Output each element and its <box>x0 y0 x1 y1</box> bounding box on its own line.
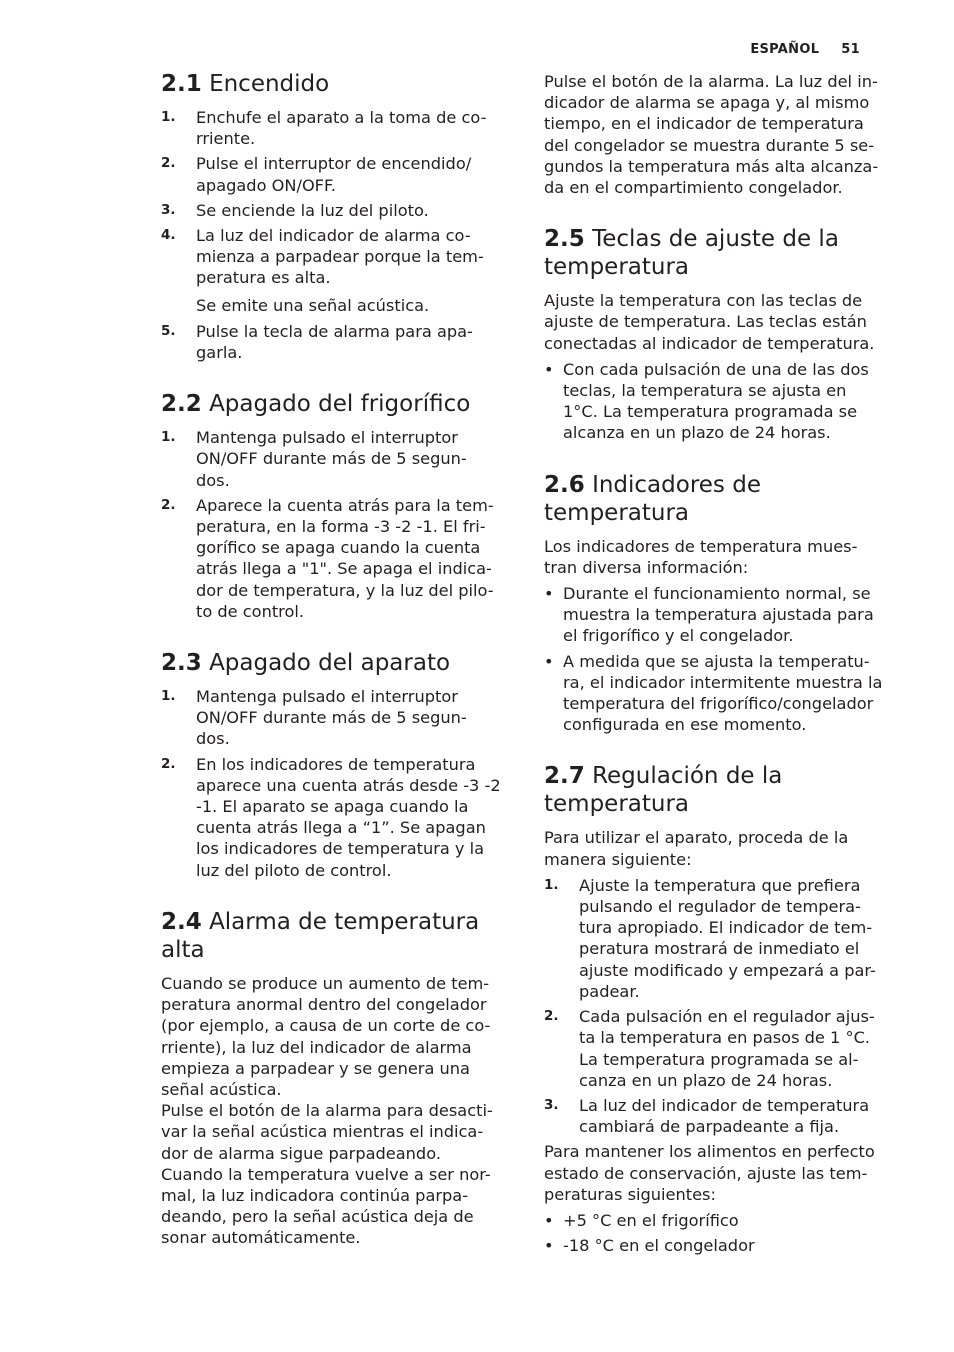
item-text: La luz del indicador de temperatura cambiará de parpadeante a fija. <box>579 1095 870 1137</box>
item-text: Aparece la cuenta atrás para la tem- peratura, en la forma -3 -2 -1. El fri- gorífico se apaga cuando la cuenta atrás llega a "1". Se apaga el indica- dor de temperatura, y la luz del pilo- to de control. <box>196 495 494 621</box>
section-number: 2.4 <box>161 908 202 935</box>
list-item <box>544 1006 896 1091</box>
section-2-6 <box>544 471 896 736</box>
bullet-dot-icon: • <box>544 1210 554 1230</box>
bullet-item <box>544 1235 896 1256</box>
bullet-dot-icon: • <box>544 1236 554 1256</box>
list-item <box>544 1095 896 1137</box>
paragraph: Los indicadores de temperatura mues- tran diversa información: <box>544 536 858 577</box>
list-item <box>544 875 896 1002</box>
item-text: Ajuste la temperatura que prefiera pulsando el regulador de tempera- tura apropiado. El indicador de tem- peratura mostrará de inmediato el ajuste modificado y empezará a par- padear. <box>579 875 876 1001</box>
left-column <box>161 70 513 1276</box>
section-2-1 <box>161 70 513 363</box>
right-column <box>544 71 896 1283</box>
section-heading <box>161 390 513 418</box>
bullet-list <box>544 359 896 444</box>
section-title: Encendido <box>209 71 330 97</box>
section-heading <box>161 908 513 964</box>
item-number: 2. <box>544 1008 559 1025</box>
item-number: 1. <box>161 429 176 446</box>
list-item <box>161 200 513 221</box>
numbered-list <box>544 875 896 1137</box>
bullet-text: Durante el funcionamiento normal, se muestra la temperatura ajustada para el frigorífico y el congelador. <box>563 584 874 646</box>
list-item <box>161 153 513 195</box>
bullet-item <box>544 359 896 444</box>
header-language: ESPAÑOL <box>750 42 820 57</box>
bullet-text: -18 °C en el congelador <box>563 1236 755 1256</box>
bullet-item <box>544 1210 896 1231</box>
list-item <box>161 495 513 622</box>
list-item <box>161 225 513 316</box>
item-text: Cada pulsación en el regulador ajus- ta la temperatura en pasos de 1 °C. La temperatura programada se al- canza en un plazo de 24 horas. <box>579 1007 875 1090</box>
item-text: Pulse la tecla de alarma para apa- garla. <box>196 321 473 363</box>
paragraph: Cuando se produce un aumento de tem- peratura anormal dentro del congelador (por ejemplo, a causa de un corte de co- rriente), la luz del indicador de alarma empieza a parpadear y se genera una señal acústica. Pulse el botón de la alarma para desacti- var la señal acústica mientras el indica- dor de alarma sigue parpadeando. Cuando la temperatura vuelve a ser nor- mal, la luz indicadora continúa parpa- deando, pero la señal acústica deja de sonar automáticamente. <box>161 973 493 1248</box>
section-heading <box>544 225 896 281</box>
section-2-4-continued <box>544 71 896 198</box>
bullet-item <box>544 583 896 647</box>
item-text: En los indicadores de temperatura aparece una cuenta atrás desde -3 -2 -1. El aparato se apaga cuando la cuenta atrás llega a “1”. Se apagan los indicadores de temperatura y la luz del piloto de control. <box>196 754 501 880</box>
section-heading <box>161 70 513 98</box>
item-text: Mantenga pulsado el interruptor ON/OFF durante más de 5 segun- dos. <box>196 428 467 490</box>
section-heading <box>161 649 513 677</box>
bullet-text: +5 °C en el frigorífico <box>563 1210 739 1230</box>
list-item <box>161 107 513 149</box>
item-number: 2. <box>161 755 176 772</box>
section-title: Apagado del aparato <box>209 650 451 677</box>
bullet-list <box>544 1210 896 1256</box>
section-title: Apagado del frigorífico <box>209 391 471 418</box>
list-item <box>161 427 513 491</box>
section-number: 2.1 <box>161 71 202 97</box>
list-item <box>161 321 513 363</box>
item-text: Enchufe el aparato a la toma de co- rriente. <box>196 108 487 149</box>
paragraph: Pulse el botón de la alarma. La luz del in- dicador de alarma se apaga y, al mismo tiempo, en el indicador de temperatura del congelador se muestra durante 5 se- gundos la temperatura más alta alcanza- da en el compartimiento congelador. <box>544 72 879 198</box>
numbered-list <box>161 686 513 881</box>
item-number: 1. <box>161 688 176 705</box>
item-text: Se enciende la luz del piloto. <box>196 200 429 220</box>
section-2-4 <box>161 908 513 1249</box>
section-number: 2.5 <box>544 226 585 253</box>
page-header <box>750 39 860 60</box>
section-2-2 <box>161 390 513 622</box>
item-number: 2. <box>161 155 176 172</box>
section-number: 2.2 <box>161 391 202 418</box>
bullet-dot-icon: • <box>544 359 554 379</box>
section-title: Indicadores de temperatura <box>544 471 761 526</box>
section-heading <box>544 762 896 818</box>
section-title: Regulación de la temperatura <box>544 763 783 818</box>
bullet-list <box>544 583 896 735</box>
item-subtext: Se emite una señal acústica. <box>196 295 430 315</box>
section-2-7 <box>544 762 896 1256</box>
bullet-text: A medida que se ajusta la temperatu- ra, el indicador intermitente muestra la temperatura del frigorífico/congelador configurada en ese momento. <box>563 651 883 735</box>
numbered-list <box>161 427 513 622</box>
item-number: 4. <box>161 227 176 244</box>
item-number: 3. <box>161 201 176 218</box>
item-number: 5. <box>161 322 176 339</box>
list-item <box>161 686 513 750</box>
paragraph: Ajuste la temperatura con las teclas de ajuste de temperatura. Las teclas están conectadas al indicador de temperatura. <box>544 291 875 353</box>
paragraph: Para utilizar el aparato, proceda de la manera siguiente: <box>544 828 849 869</box>
item-text: La luz del indicador de alarma co- mienza a parpadear porque la tem- peratura es alta. <box>196 226 484 288</box>
section-2-5 <box>544 225 896 443</box>
section-title: Alarma de temperatura alta <box>161 908 480 963</box>
bullet-item <box>544 651 896 736</box>
item-number: 3. <box>544 1096 559 1113</box>
page-number: 51 <box>841 42 860 57</box>
section-heading <box>544 471 896 527</box>
paragraph: Para mantener los alimentos en perfecto estado de conservación, ajuste las tem- peraturas siguientes: <box>544 1142 875 1204</box>
list-item <box>161 754 513 881</box>
section-number: 2.6 <box>544 471 585 498</box>
section-number: 2.7 <box>544 763 585 790</box>
numbered-list <box>161 107 513 363</box>
bullet-text: Con cada pulsación de una de las dos teclas, la temperatura se ajusta en 1°C. La temperatura programada se alcanza en un plazo de 24 horas. <box>563 359 869 443</box>
section-title: Teclas de ajuste de la temperatura <box>544 226 839 281</box>
section-number: 2.3 <box>161 650 202 677</box>
item-number: 1. <box>544 876 559 893</box>
item-text: Mantenga pulsado el interruptor ON/OFF durante más de 5 segun- dos. <box>196 687 467 749</box>
item-text: Pulse el interruptor de encendido/ apagado ON/OFF. <box>196 154 472 195</box>
bullet-dot-icon: • <box>544 651 554 671</box>
bullet-dot-icon: • <box>544 584 554 604</box>
item-number: 1. <box>161 109 176 125</box>
section-2-3 <box>161 649 513 881</box>
item-number: 2. <box>161 496 176 513</box>
